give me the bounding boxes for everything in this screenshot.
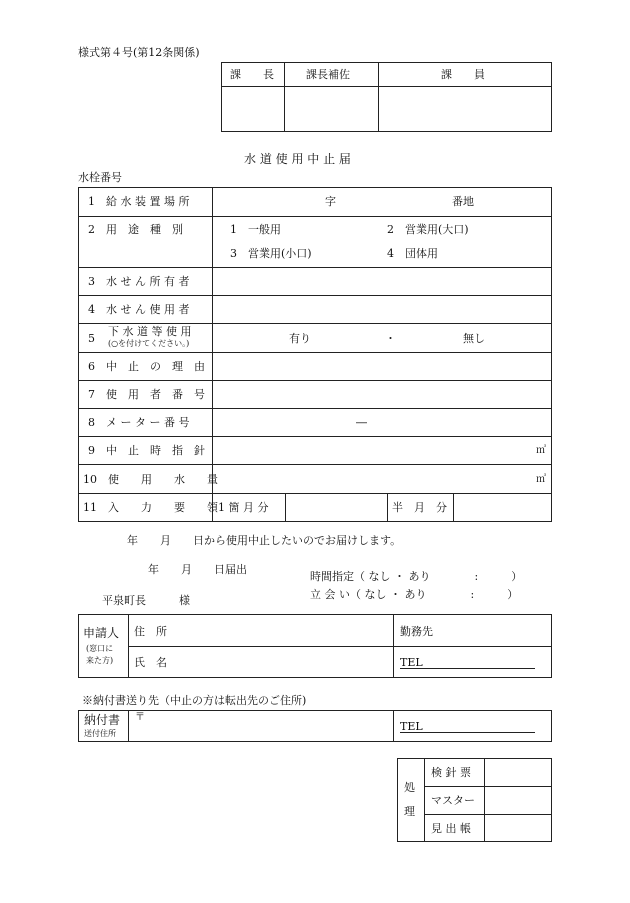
witness: 立 会 い（ なし ・ あり : ） (310, 588, 519, 601)
row-banchi: 番地 (452, 195, 474, 208)
row-supply-location-label: 1 給 水 装 置 場 所 (88, 195, 190, 208)
row-usage-type-label: 2 用 途 種 別 (88, 223, 183, 236)
row-aza: 字 (325, 195, 336, 208)
billing-tel-label: TEL (400, 720, 423, 733)
billing-note: ※納付書送り先（中止の方は転出先のご住所) (82, 694, 307, 707)
row-input-label: 11 入 力 要 領 (83, 501, 218, 514)
sewer-dot: ・ (385, 332, 396, 345)
processing-item-index-book: 見 出 帳 (431, 822, 471, 835)
form-number: 様式第４号(第12条関係) (78, 46, 200, 59)
statement-line: 年 月 日から使用中止したいのでお届けします。 (127, 534, 402, 547)
time-specification: 時間指定（ なし ・ あり : ） (310, 570, 523, 583)
postal-mark: 〒 (135, 712, 145, 723)
row-reason-label: 6 中 止 の 理 由 (88, 360, 205, 373)
billing-sub: 送付住所 (84, 729, 116, 738)
processing-item-master: マスター (431, 794, 475, 807)
row-sewer-num: 5 (88, 332, 95, 345)
applicant-label: 申請人 (83, 626, 120, 640)
approval-header-staff: 課 員 (441, 68, 485, 81)
row-user-number-label: 7 使 用 者 番 号 (88, 388, 205, 401)
billing-table (78, 710, 552, 742)
usage-option-business-small: 3 営業用(小口) (230, 247, 312, 260)
applicant-sub2: 来た方) (86, 656, 114, 665)
volume-unit: ㎥ (536, 474, 546, 485)
processing-label-1: 処 (404, 781, 415, 794)
sewer-no: 無し (463, 332, 485, 345)
row-sewer-label: 下 水 道 等 使 用 (108, 325, 192, 338)
usage-option-business-large: 2 営業用(大口) (387, 223, 469, 236)
meter-id-label: 水栓番号 (78, 171, 122, 184)
row-user-label: 4 水 せ ん 使 用 者 (88, 303, 190, 316)
meter-number-dash: ― (356, 416, 367, 429)
row-meter-number-label: 8 メ ー タ ー 番 号 (88, 416, 190, 429)
usage-option-general: 1 一般用 (230, 223, 281, 236)
applicant-tel-label: TEL (400, 656, 423, 669)
applicant-sub1: (窓口に (86, 644, 114, 653)
usage-option-group: 4 団体用 (387, 247, 438, 260)
approval-header-chief: 課 長 (230, 68, 274, 81)
sewer-yes: 有り (289, 332, 311, 345)
approval-header-deputy: 課長補佐 (306, 68, 350, 81)
submission-date: 年 月 日届出 (148, 563, 247, 576)
applicant-address-label: 住 所 (134, 625, 167, 638)
processing-item-reading-slip: 検 針 票 (431, 766, 471, 779)
row-owner-label: 3 水 せ ん 所 有 者 (88, 275, 190, 288)
form-title: 水 道 使 用 中 止 届 (244, 152, 351, 166)
applicant-work-label: 勤務先 (400, 625, 433, 638)
row-sewer-sub: (○を付けてください。) (108, 339, 190, 348)
applicant-name-label: 氏 名 (134, 656, 167, 669)
row-reading-label: 9 中 止 時 指 針 (88, 444, 205, 457)
input-half-month: 半 月 分 (392, 501, 447, 514)
processing-label-2: 理 (404, 805, 415, 818)
input-monthly: 1 箇 月 分 (218, 501, 269, 514)
billing-label: 納付書 (84, 713, 121, 727)
row-volume-label: 10 使 用 水 量 (83, 473, 218, 486)
main-table (78, 187, 552, 522)
addressee: 平泉町長 様 (102, 594, 190, 607)
reading-unit: ㎥ (536, 445, 546, 456)
